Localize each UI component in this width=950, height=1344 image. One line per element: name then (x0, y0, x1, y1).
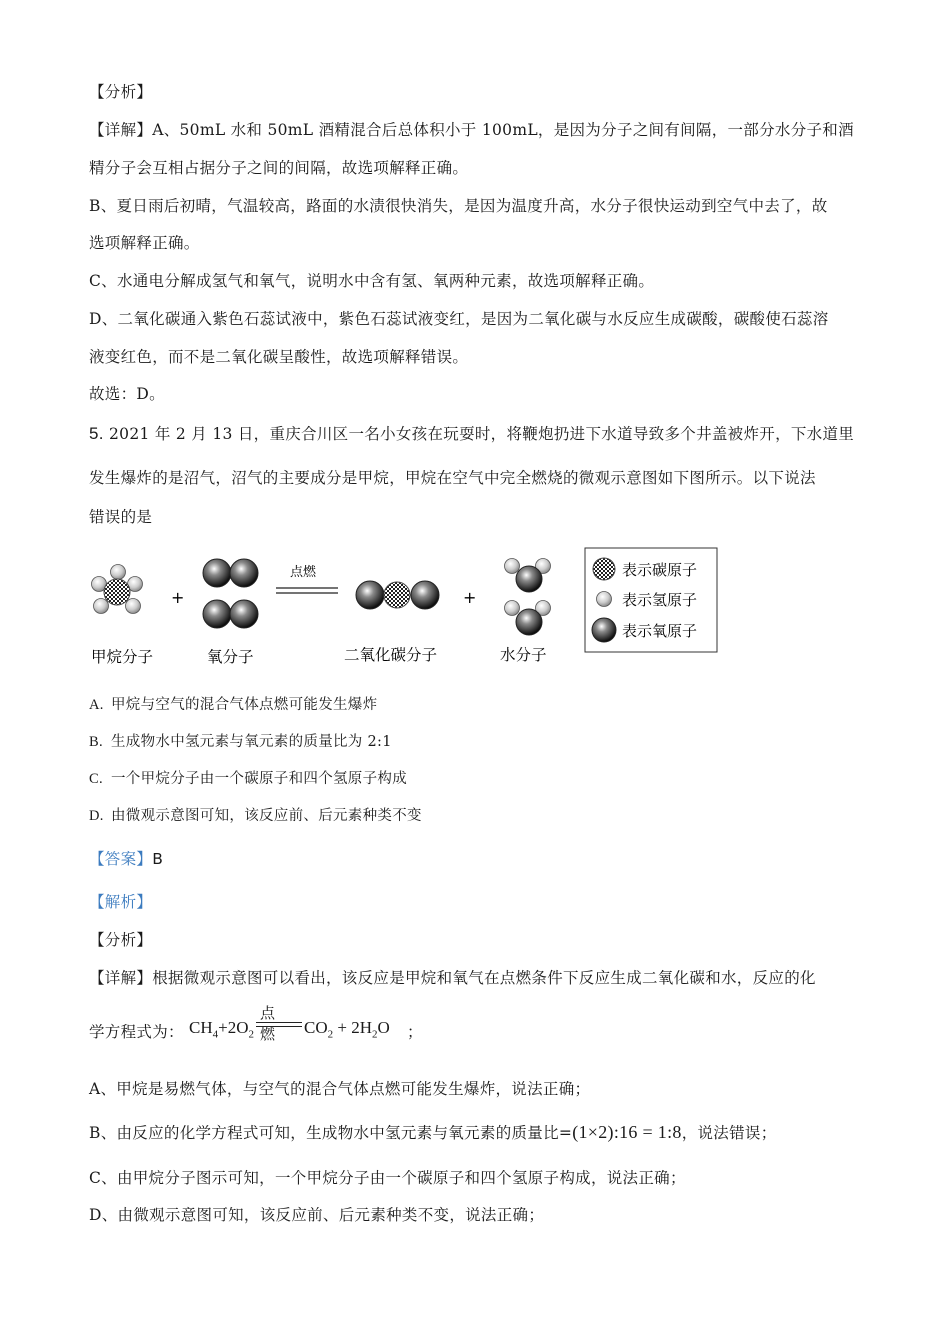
water-molecules (505, 559, 551, 636)
option-c (89, 767, 407, 788)
hydrogen-legend-icon (597, 592, 612, 607)
question-number: 5. (89, 424, 104, 443)
oxygen-label: 氧分子 (207, 648, 254, 666)
equation-condition: 点燃 (260, 1004, 276, 1043)
detail-b-prefix: B、由反应的化学方程式可知，生成物水中氢元素与氧元素的质量比= (89, 1124, 573, 1142)
detail-b-suffix: ，说法错误； (681, 1124, 777, 1142)
option-text: 一个甲烷分子由一个碳原子和四个氢原子构成 (111, 771, 407, 787)
legend-carbon: 表示碳原子 (622, 561, 698, 579)
detail-line: 选项解释正确。 (89, 234, 200, 252)
option-a (89, 693, 377, 714)
question-text: 2021 年 2 月 13 日，重庆合川区一名小女孩在玩耍时，将鞭炮扔进下水道导致多个井盖被炸开，下水道里 (103, 425, 855, 443)
legend-hydrogen: 表示氢原子 (622, 591, 698, 609)
analysis-heading-1: 【分析】 (89, 83, 153, 101)
equation-prefix: 学方程式为： (89, 1023, 184, 1041)
methane-molecule (92, 565, 143, 614)
option-d (89, 804, 422, 825)
detail-line-d: D、由微观示意图可知，该反应前、后元素种类不变，说法正确； (89, 1206, 545, 1224)
plus-sign: + (171, 588, 185, 607)
plus-sign: + (463, 588, 477, 607)
detail-line-a: A、甲烷是易燃气体，与空气的混合气体点燃可能发生爆炸，说法正确； (89, 1080, 591, 1098)
detail-line: 【详解】A、50mL 水和 50mL 酒精混合后总体积小于 100mL，是因为分子之间有间隔，一部分水分子和酒 (89, 121, 854, 139)
option-text: 甲烷与空气的混合气体点燃可能发生爆炸 (111, 697, 378, 713)
detail-line: 液变红色，而不是二氧化碳呈酸性，故选项解释错误。 (89, 348, 469, 366)
water-label: 水分子 (500, 646, 547, 664)
analysis-heading-2: 【分析】 (89, 931, 153, 949)
answer-line (89, 847, 163, 869)
detail-line: B、夏日雨后初晴，气温较高，路面的水渍很快消失，是因为温度升高，水分子很快运动到空气中去了，故 (89, 197, 828, 215)
equation-suffix: ； (407, 1023, 423, 1041)
methane-label: 甲烷分子 (91, 648, 154, 666)
detail-line: 故选：D。 (89, 385, 165, 403)
reaction-condition: 点燃 (290, 565, 317, 580)
option-text: 由微观示意图可知，该反应前、后元素种类不变 (111, 808, 422, 824)
jiexi-heading: 【解析】 (89, 893, 153, 911)
option-letter: D. (89, 808, 104, 824)
option-text: 生成物水中氢元素与氧元素的质量比为 2:1 (111, 734, 392, 750)
detail-line: 【详解】根据微观示意图可以看出，该反应是甲烷和氧气在点燃条件下反应生成二氧化碳和水，反应的化 (89, 969, 816, 987)
question-5-line-2: 发生爆炸的是沼气，沼气的主要成分是甲烷，甲烷在空气中完全燃烧的微观示意图如下图所示。以下说法 (89, 469, 816, 487)
reaction-diagram (85, 540, 725, 675)
oxygen-molecules (203, 559, 258, 628)
option-b (89, 730, 392, 751)
question-5-line-1 (89, 422, 854, 444)
option-letter: C. (89, 771, 103, 787)
reaction-arrow (276, 564, 338, 593)
legend-oxygen: 表示氧原子 (622, 622, 698, 640)
co2-molecule (356, 581, 439, 609)
detail-line-b (89, 1121, 777, 1143)
carbon-legend-icon (593, 558, 615, 580)
answer-label: 【答案】 (89, 850, 153, 868)
chemical-equation: $CH_4+2O_2$ $CO_2 + 2H_2O$ (189, 1018, 390, 1041)
detail-line: 精分子会互相占据分子之间的间隔，故选项解释正确。 (89, 159, 469, 177)
co2-label: 二氧化碳分子 (344, 646, 438, 664)
detail-line: D、二氧化碳通入紫色石蕊试液中，紫色石蕊试液变红，是因为二氧化碳与水反应生成碳酸，碳酸使石蕊溶 (89, 310, 829, 328)
option-letter: A. (89, 697, 104, 713)
mass-ratio-formula: (1×2):16 = 1:8 (572, 1122, 682, 1142)
question-5-line-3: 错误的是 (89, 508, 153, 526)
answer-value: B (152, 850, 164, 868)
detail-line-c: C、由甲烷分子图示可知，一个甲烷分子由一个碳原子和四个氢原子构成，说法正确； (89, 1169, 686, 1187)
oxygen-legend-icon (592, 618, 616, 642)
detail-line: C、水通电分解成氢气和氧气，说明水中含有氢、氧两种元素，故选项解释正确。 (89, 272, 655, 290)
legend-box (585, 548, 717, 652)
option-letter: B. (89, 734, 103, 750)
